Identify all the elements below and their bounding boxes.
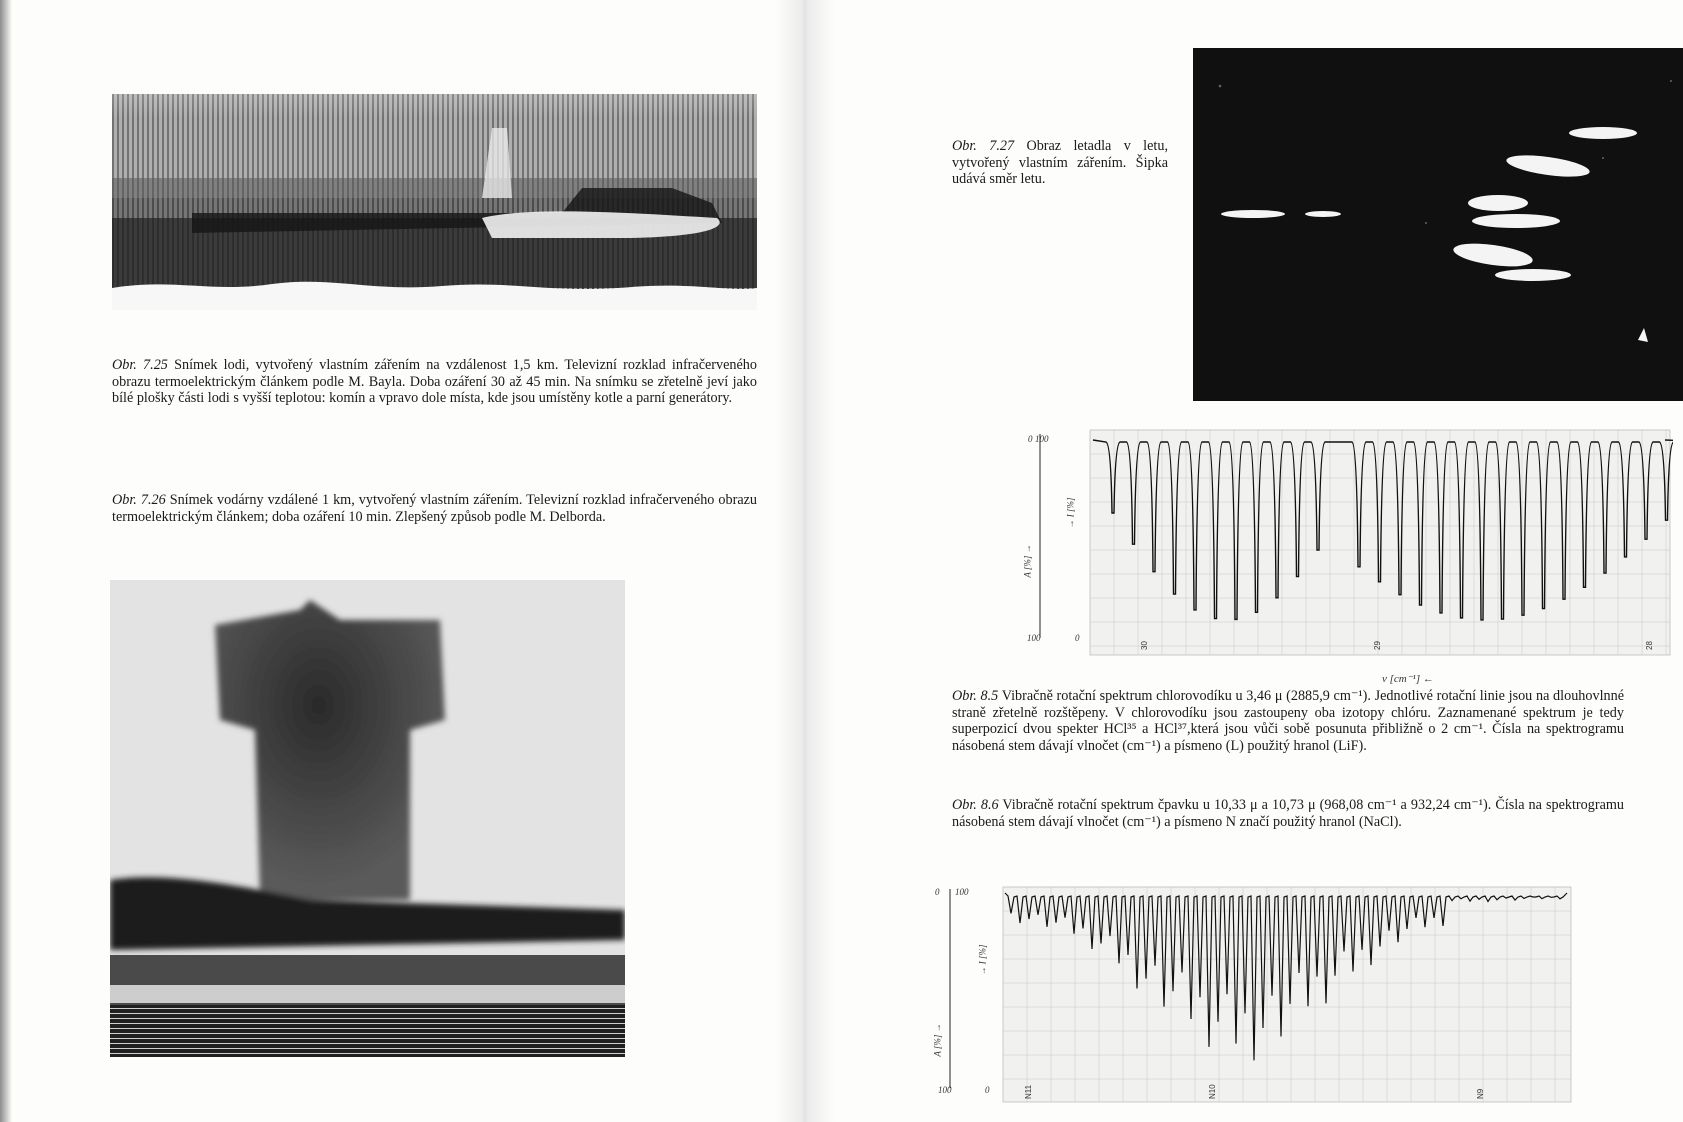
tick-label-30: 30 xyxy=(1140,641,1149,650)
hcl-spectrum-figure xyxy=(1022,428,1673,663)
aircraft-infrared-photo xyxy=(1193,48,1683,401)
axis-top-right: 100 xyxy=(955,887,969,897)
axis-bottom-right: 0 xyxy=(985,1085,990,1095)
book-gutter xyxy=(775,0,835,1122)
caption-fig-7-25 xyxy=(112,357,757,407)
caption-fig-7-26 xyxy=(112,492,757,525)
tick-label-n11: N11 xyxy=(1024,1084,1033,1099)
hcl-spectrum-trace xyxy=(1022,428,1673,663)
fig-7-25-label: Obr. 7.25 xyxy=(112,357,168,373)
tick-label-n10: N10 xyxy=(1208,1084,1217,1099)
caption-fig-7-27 xyxy=(952,138,1168,188)
ship-infrared-photo xyxy=(112,88,757,310)
y-label-right: → I [%] xyxy=(977,944,988,976)
fig-7-25-text: Snímek lodi, vytvořený vlastním zářením na vzdálenost 1,5 km. Televizní rozklad infračerveného obrazu termoelektrickým článkem podle M. Bayla. Doba ozáření 30 až 45 min. Na snímku se zřetelně jeví jako bílé plošky části lodi s vyšší teplotou: komín a vpravo dole místa, kde jsou umístěny kotle a parní generátory. xyxy=(112,357,757,407)
caption-fig-8-6 xyxy=(952,797,1624,830)
fig-7-26-label: Obr. 7.26 xyxy=(112,492,166,508)
caption-fig-8-5 xyxy=(952,688,1624,754)
fig-8-6-label: Obr. 8.6 xyxy=(952,797,999,813)
fig-7-27-label: Obr. 7.27 xyxy=(952,138,1015,154)
water-tower-infrared-photo xyxy=(110,580,625,1057)
axis-top-left: 0 xyxy=(935,887,940,897)
tick-label-n9: N9 xyxy=(1476,1088,1485,1099)
book-binding-edge xyxy=(0,0,12,1122)
fig-8-5-text: Vibračně rotační spektrum chlorovodíku u 3,46 μ (2885,9 cm⁻¹). Jednotlivé rotační linie jsou na dlouhovlnné straně zřetelně rozštěpeny. V chlorovodíku jsou zastoupeny oba izotopy chlóru. Zaznamenané spektrum je tedy superpozicí dvou spekter HCl³⁵ a HCl³⁷,která jsou vůči sobě posunuta přibližně o 2 cm⁻¹. Čísla na spektrogramu násobená stem dávají vlnočet (cm⁻¹) a písmeno (L) použitý hranol (LiF). xyxy=(952,688,1624,754)
ammonia-spectrum-trace xyxy=(932,885,1635,1110)
y-label-right: → I [%] xyxy=(1065,497,1076,529)
axis-top-left: 0 xyxy=(1028,434,1033,444)
fig-7-27-text: Obraz letadla v letu, vytvořený vlastním zářením. Šipka udává směr letu. xyxy=(952,138,1168,188)
x-axis-label: ν [cm⁻¹] ← xyxy=(1382,673,1434,685)
y-label-left: A [%] → xyxy=(1022,544,1033,578)
axis-bottom-left: 100 xyxy=(1027,633,1041,643)
ammonia-spectrum-figure xyxy=(932,885,1635,1110)
axis-bottom-left: 100 xyxy=(938,1085,952,1095)
fig-8-6-text: Vibračně rotační spektrum čpavku u 10,33 μ a 10,73 μ (968,08 cm⁻¹ a 932,24 cm⁻¹). Čísla na spektrogramu násobená stem dávají vlnočet (cm⁻¹) a písmeno N značí použitý hranol (NaCl). xyxy=(952,797,1624,830)
fig-8-5-label: Obr. 8.5 xyxy=(952,688,999,704)
y-label-left: A [%] → xyxy=(932,1023,943,1057)
tick-label-29: 29 xyxy=(1373,641,1382,650)
tick-label-28: 28 xyxy=(1645,641,1654,650)
fig-7-26-text: Snímek vodárny vzdálené 1 km, vytvořený vlastním zářením. Televizní rozklad infračerveného obrazu termoelektrickým článkem; doba ozáření 10 min. Zlepšený způsob podle M. Delborda. xyxy=(112,492,758,525)
axis-top-right: 100 xyxy=(1035,434,1049,444)
axis-bottom-right: 0 xyxy=(1075,633,1080,643)
